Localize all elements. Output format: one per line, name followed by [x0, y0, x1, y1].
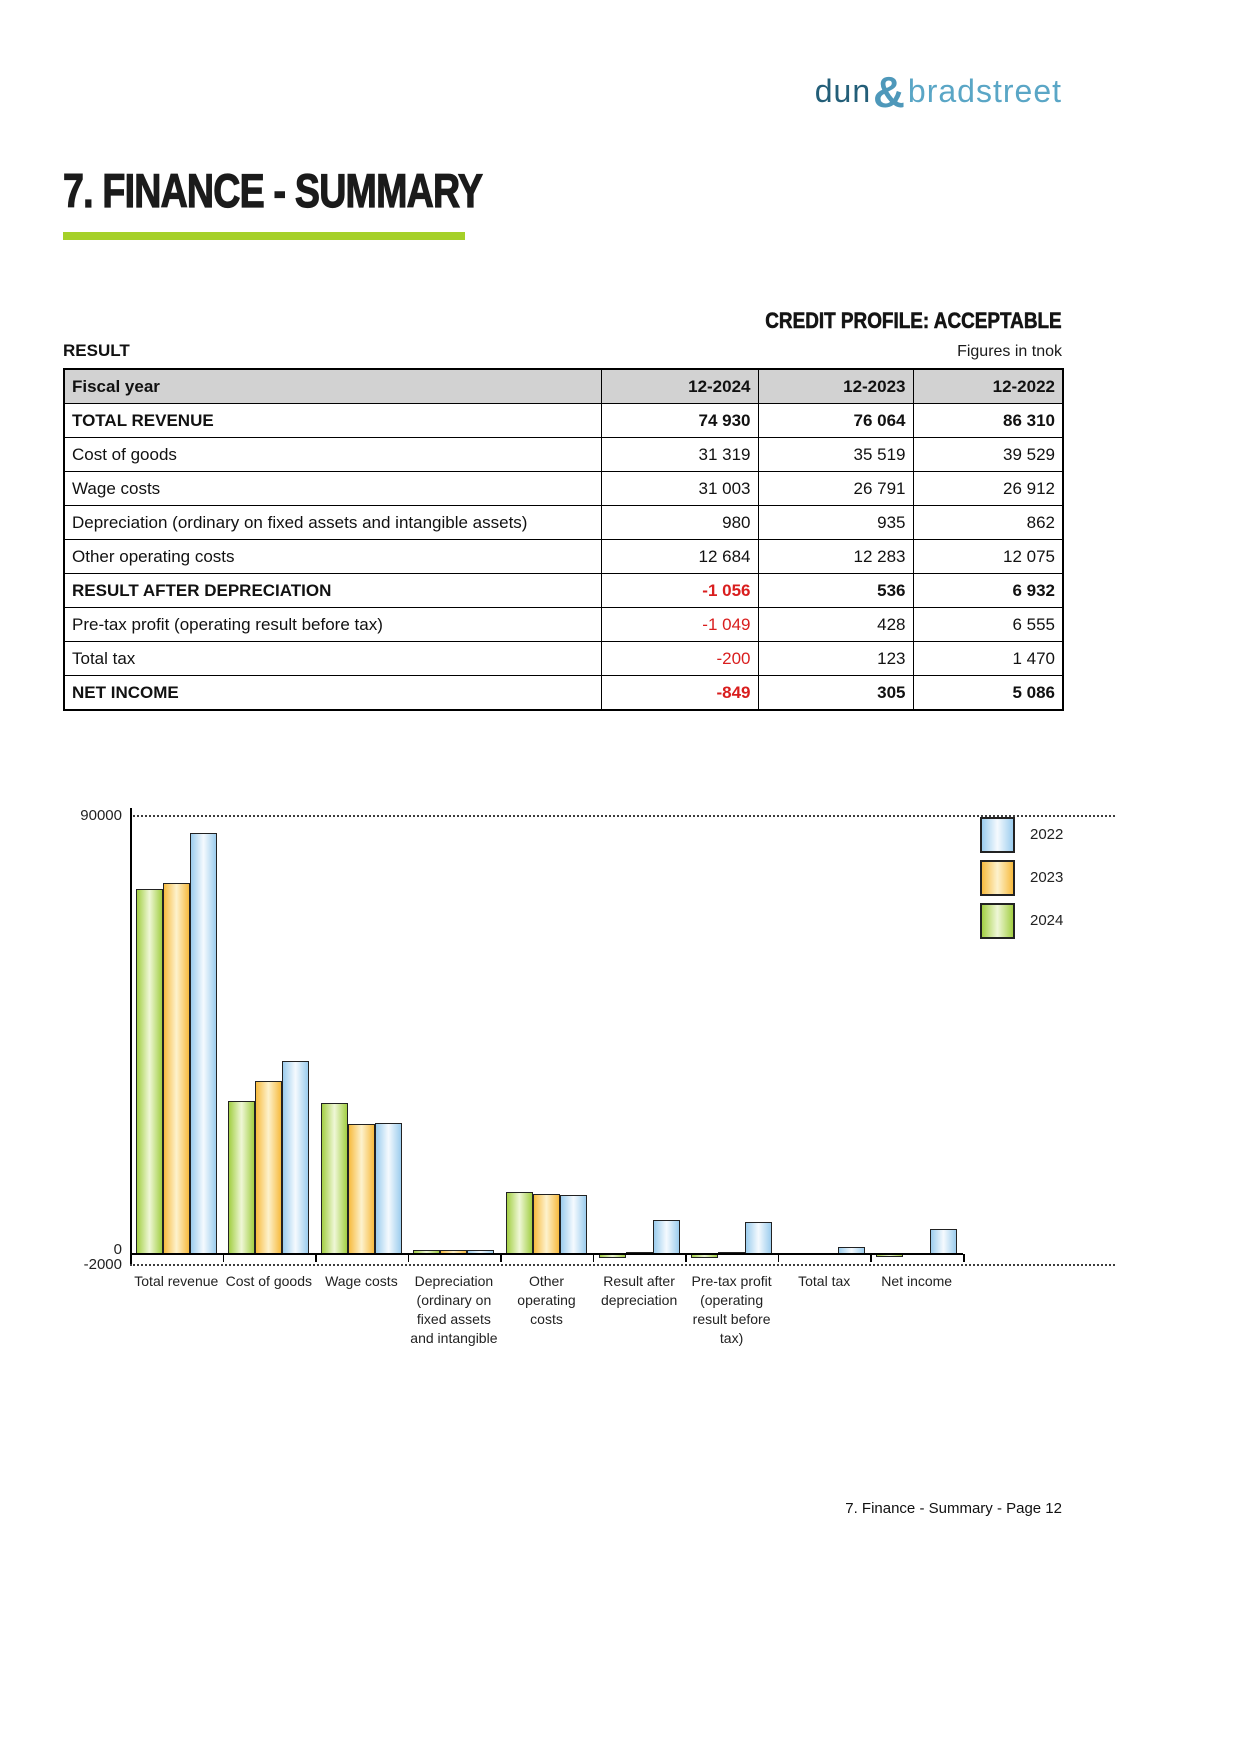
x-axis-label-line: result before: [692, 1311, 771, 1327]
result-table: [63, 368, 1064, 711]
table-row-total-revenue: [64, 404, 1063, 438]
cell-value: 6 932: [913, 574, 1063, 608]
row-label: RESULT AFTER DEPRECIATION: [64, 574, 601, 608]
cell-value: 31 319: [601, 438, 758, 472]
credit-profile-heading: CREDIT PROFILE: ACCEPTABLE: [765, 308, 1062, 333]
y-axis-label-2000: -2000: [83, 1256, 122, 1273]
y-axis-line: [130, 808, 132, 1264]
bar-2022-other-operating-costs: [560, 1195, 587, 1254]
title-underline-accent: [63, 232, 465, 240]
x-axis-label-pre-tax-profit-operating-result-before-tax: [672, 1272, 792, 1348]
x-axis-label-wage-costs: [301, 1272, 421, 1291]
legend-swatch-2022: [980, 817, 1015, 853]
bar-2022-net-income: [930, 1229, 957, 1254]
legend-swatch-2023: [980, 860, 1015, 896]
table-row-wage-costs: [64, 472, 1063, 506]
row-label: TOTAL REVENUE: [64, 404, 601, 438]
x-axis-tick: [500, 1254, 502, 1262]
x-axis-label-line: Pre-tax profit: [691, 1273, 772, 1289]
bar-2023-other-operating-costs: [533, 1194, 560, 1254]
x-axis-label-line: and intangible: [410, 1330, 498, 1346]
x-axis-tick: [778, 1254, 780, 1262]
bar-2022-depreciation-ordinary-on-fixed-assets-and-intangible: [467, 1250, 494, 1254]
y-axis-label-0: 0: [113, 1241, 122, 1259]
cell-value: 980: [601, 506, 758, 540]
bar-2024-wage-costs: [321, 1103, 348, 1254]
x-axis-tick: [223, 1254, 225, 1262]
dun-bradstreet-logo: [815, 68, 1062, 118]
column-header-fiscal-year: Fiscal year: [64, 369, 601, 404]
bar-2022-wage-costs: [375, 1123, 402, 1254]
x-axis-label-line: Total tax: [798, 1273, 851, 1289]
bar-2024-net-income: [876, 1253, 903, 1257]
cell-value: 536: [758, 574, 913, 608]
x-axis-label-line: Net income: [881, 1273, 953, 1289]
bar-2024-result-after-depreciation: [599, 1253, 626, 1258]
cell-value: 305: [758, 676, 913, 711]
x-axis-label-line: operating: [517, 1292, 576, 1308]
x-axis-tick: [870, 1254, 872, 1262]
cell-value: 74 930: [601, 404, 758, 438]
table-row-depreciation-ordinary-on-fixed-assets-and-intangible-assets: [64, 506, 1063, 540]
cell-value: 86 310: [913, 404, 1063, 438]
cell-value: 12 684: [601, 540, 758, 574]
legend-swatch-2024: [980, 903, 1015, 939]
bar-2022-total-revenue: [190, 833, 217, 1254]
gridline-bottom-minus-2000: [130, 1264, 1115, 1266]
cell-value: -1 056: [601, 574, 758, 608]
x-axis-label-result-after-depreciation: [579, 1272, 699, 1310]
column-header-12-2022: 12-2022: [913, 369, 1063, 404]
bar-2023-result-after-depreciation: [626, 1252, 653, 1255]
x-axis-label-line: fixed assets: [416, 1311, 491, 1327]
y-axis-label-90000: 90000: [80, 807, 122, 824]
row-label: Depreciation (ordinary on fixed assets and intangible assets): [64, 506, 601, 540]
x-axis-label-depreciation-ordinary-on-fixed-assets-and-intangible: [394, 1272, 514, 1348]
bar-2024-cost-of-goods: [228, 1101, 255, 1254]
bar-2023-net-income: [903, 1253, 930, 1255]
table-row-result-after-depreciation: [64, 574, 1063, 608]
cell-value: 12 283: [758, 540, 913, 574]
table-row-net-income: [64, 676, 1063, 711]
logo-ampersand-icon: &: [873, 68, 906, 117]
legend-label-2023: 2023: [1030, 869, 1064, 886]
x-axis-label-total-revenue: [116, 1272, 236, 1291]
cell-value: -849: [601, 676, 758, 711]
legend-label-2024: 2024: [1030, 912, 1064, 929]
x-axis-tick: [130, 1254, 132, 1262]
x-axis-label-total-tax: [764, 1272, 884, 1291]
bar-2023-depreciation-ordinary-on-fixed-assets-and-intangible: [440, 1250, 467, 1255]
x-axis-tick: [593, 1254, 595, 1262]
x-axis-label-line: costs: [530, 1311, 563, 1327]
figures-unit-note: Figures in tnok: [957, 343, 1062, 360]
page-title: 7. FINANCE - SUMMARY: [63, 164, 483, 217]
cell-value: 935: [758, 506, 913, 540]
logo-text-bradstreet: bradstreet: [907, 73, 1062, 109]
cell-value: 35 519: [758, 438, 913, 472]
logo-text-dun: dun: [814, 73, 872, 109]
row-label: NET INCOME: [64, 676, 601, 711]
table-row-cost-of-goods: [64, 438, 1063, 472]
cell-value: 26 912: [913, 472, 1063, 506]
cell-value: 39 529: [913, 438, 1063, 472]
bar-2023-pre-tax-profit-operating-result-before-tax: [718, 1252, 745, 1254]
column-header-12-2024: 12-2024: [601, 369, 758, 404]
x-axis-label-other-operating-costs: [487, 1272, 607, 1329]
table-row-other-operating-costs: [64, 540, 1063, 574]
page-footer: 7. Finance - Summary - Page 12: [845, 1500, 1062, 1517]
row-label: Other operating costs: [64, 540, 601, 574]
cell-value: 428: [758, 608, 913, 642]
table-row-pre-tax-profit-operating-result-before-tax: [64, 608, 1063, 642]
table-caption-row: [63, 341, 1062, 361]
cell-value: 123: [758, 642, 913, 676]
x-axis-label-cost-of-goods: [209, 1272, 329, 1291]
cell-value: 1 470: [913, 642, 1063, 676]
bar-2022-total-tax: [838, 1247, 865, 1254]
x-axis-label-line: tax): [719, 1330, 744, 1346]
column-header-12-2023: 12-2023: [758, 369, 913, 404]
x-axis-label-line: Other: [528, 1273, 564, 1289]
bar-2023-wage-costs: [348, 1124, 375, 1255]
cell-value: 76 064: [758, 404, 913, 438]
bar-2023-total-revenue: [163, 883, 190, 1254]
legend-label-2022: 2022: [1030, 826, 1064, 843]
x-axis-tick: [315, 1254, 317, 1262]
x-axis-tick: [963, 1254, 965, 1262]
x-axis-label-line: Wage costs: [325, 1273, 398, 1289]
cell-value: 26 791: [758, 472, 913, 506]
cell-value: 862: [913, 506, 1063, 540]
table-row-total-tax: [64, 642, 1063, 676]
x-axis-label-line: depreciation: [600, 1292, 678, 1308]
cell-value: -200: [601, 642, 758, 676]
cell-value: 6 555: [913, 608, 1063, 642]
row-label: Wage costs: [64, 472, 601, 506]
x-axis-tick: [685, 1254, 687, 1262]
x-axis-label-line: Cost of goods: [225, 1273, 312, 1289]
gridline-top-90000: [130, 815, 1115, 817]
bar-2022-pre-tax-profit-operating-result-before-tax: [745, 1222, 772, 1254]
x-axis-label-line: Result after: [603, 1273, 675, 1289]
cell-value: 5 086: [913, 676, 1063, 711]
cell-value: 31 003: [601, 472, 758, 506]
bar-2023-total-tax: [811, 1253, 838, 1255]
bar-2024-pre-tax-profit-operating-result-before-tax: [691, 1253, 718, 1258]
cell-value: 12 075: [913, 540, 1063, 574]
row-label: Total tax: [64, 642, 601, 676]
x-axis-label-net-income: [857, 1272, 977, 1291]
bar-2022-cost-of-goods: [282, 1061, 309, 1254]
bar-2024-total-tax: [784, 1253, 811, 1255]
result-section-label: RESULT: [63, 341, 130, 360]
bar-2023-cost-of-goods: [255, 1081, 282, 1254]
x-axis-zero-line: [130, 1253, 963, 1255]
x-axis-label-line: (ordinary on: [416, 1292, 492, 1308]
row-label: Pre-tax profit (operating result before tax): [64, 608, 601, 642]
bar-2024-other-operating-costs: [506, 1192, 533, 1254]
x-axis-label-line: Total revenue: [134, 1273, 219, 1289]
x-axis-tick: [408, 1254, 410, 1262]
x-axis-label-line: Depreciation: [414, 1273, 494, 1289]
bar-2022-result-after-depreciation: [653, 1220, 680, 1254]
table-header-row: [64, 369, 1063, 404]
bar-2024-depreciation-ordinary-on-fixed-assets-and-intangible: [413, 1250, 440, 1255]
x-axis-label-line: (operating: [700, 1292, 764, 1308]
bar-2024-total-revenue: [136, 889, 163, 1255]
cell-value: -1 049: [601, 608, 758, 642]
row-label: Cost of goods: [64, 438, 601, 472]
